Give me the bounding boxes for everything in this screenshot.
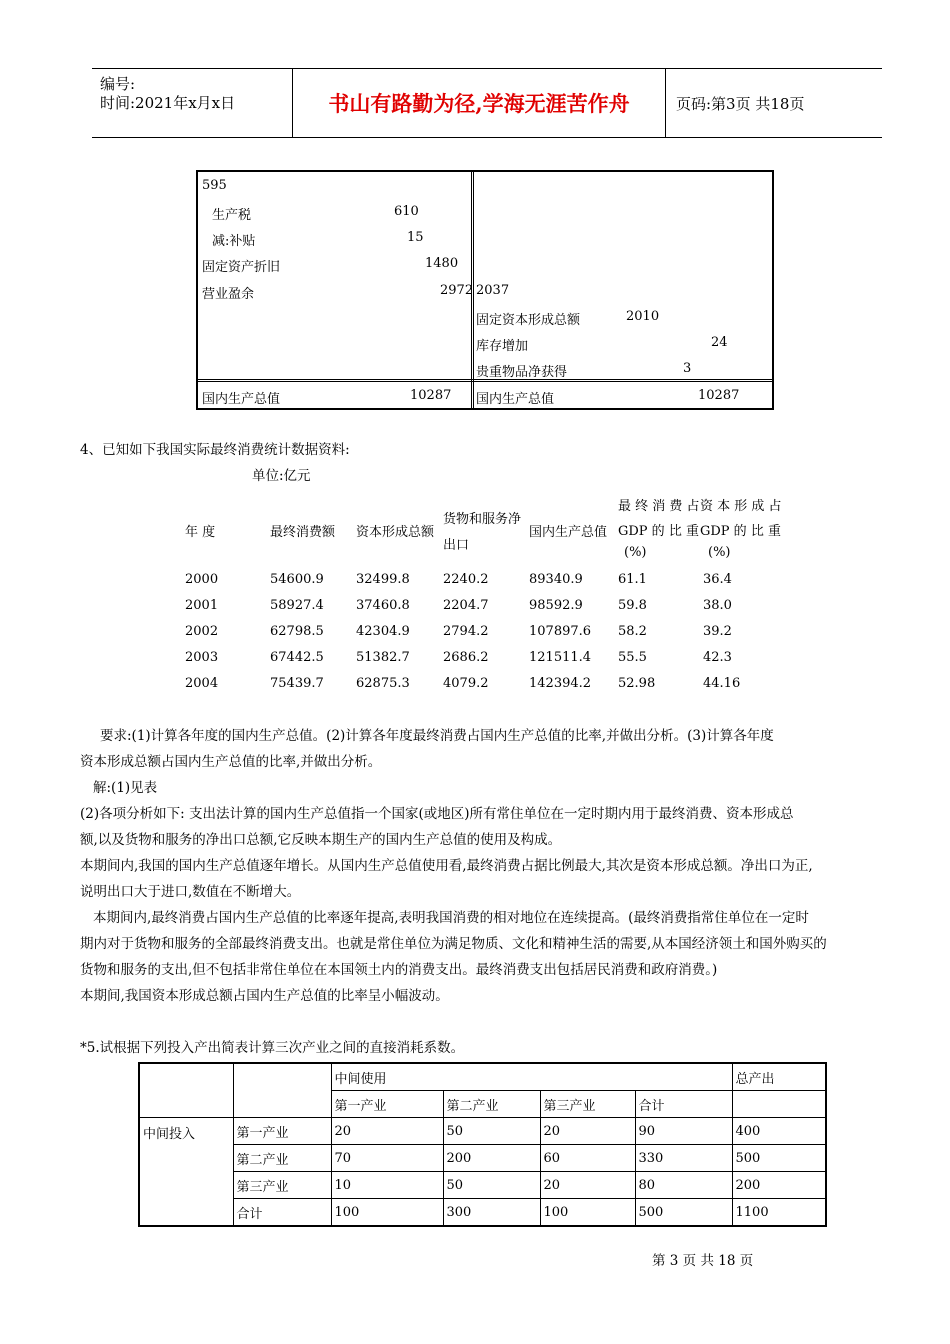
io-cell: 200 [443,1145,540,1172]
acct-right-top: 2037 [476,283,510,298]
col-cons-ratio-2: GDP 的 比 重 [618,524,699,539]
col-net-export-2: 出口 [443,538,470,553]
row-net-export: 2794.2 [443,624,489,639]
io-row-label: 第二产业 [233,1145,331,1172]
acct-gdp-right-value: 10287 [698,388,740,403]
page-label: 页码:第3页 共18页 [676,94,805,113]
io-cell: 20 [331,1118,443,1145]
io-cell: 20 [540,1172,635,1199]
acct-production-tax-value: 610 [394,204,419,219]
io-col-total: 合计 [635,1091,732,1118]
q5-title: *5.试根据下列投入产出简表计算三次产业之间的直接消耗系数。 [80,1040,465,1056]
io-cell: 90 [635,1118,732,1145]
q4-solution-7: 期内对于货物和服务的全部最终消费支出。也就是常住单位为满足物质、文化和精神生活的需要,从本国经济领土和国外购买的 [80,936,827,952]
q4-solution-1: 解:(1)见表 [93,780,158,796]
row-net-export: 4079.2 [443,676,489,691]
io-col-tertiary: 第三产业 [540,1091,635,1118]
io-cell: 500 [635,1199,732,1227]
io-cell: 70 [331,1145,443,1172]
row-year: 2000 [185,572,219,587]
col-gdp: 国内生产总值 [529,525,608,540]
io-cell: 1100 [732,1199,826,1227]
account-table [196,170,774,410]
acct-r0: 595 [202,178,227,193]
row-cons-ratio: 55.5 [618,650,647,665]
row-consumption: 58927.4 [270,598,324,613]
acct-subsidy-value: 15 [407,230,424,245]
row-cons-ratio: 52.98 [618,676,656,691]
acct-depreciation-value: 1480 [425,256,459,271]
row-gdp: 142394.2 [529,676,592,691]
io-col-blank [732,1091,826,1118]
row-gdp: 89340.9 [529,572,583,587]
io-corner [139,1063,233,1118]
row-year: 2002 [185,624,219,639]
io-cell: 500 [732,1145,826,1172]
row-year: 2003 [185,650,219,665]
io-cell: 50 [443,1118,540,1145]
page-header [92,68,882,138]
io-cell: 400 [732,1118,826,1145]
io-col-primary: 第一产业 [331,1091,443,1118]
io-col-secondary: 第二产业 [443,1091,540,1118]
row-gdp: 121511.4 [529,650,592,665]
row-cap-ratio: 44.16 [703,676,741,691]
io-cell: 10 [331,1172,443,1199]
row-consumption: 62798.5 [270,624,324,639]
row-consumption: 67442.5 [270,650,324,665]
io-row-label: 第三产业 [233,1172,331,1199]
acct-subsidy: 减:补贴 [212,234,256,249]
col-consumption: 最终消费额 [270,525,336,540]
q4-solution-5: 说明出口大于进口,数值在不断增大。 [80,884,301,900]
page-footer: 第 3 页 共 18 页 [652,1253,754,1269]
io-cell: 20 [540,1118,635,1145]
acct-surplus-value: 2972 [440,283,474,298]
io-intermediate-input: 中间投入 [139,1118,233,1227]
q4-solution-2: (2)各项分析如下: 支出法计算的国内生产总值指一个国家(或地区)所有常住单位在一定时期内用于最终消费、资本形成总 [80,806,794,822]
io-cell: 100 [331,1199,443,1227]
io-cell: 50 [443,1172,540,1199]
col-cap-ratio-1: 资 本 形 成 占 [700,499,782,514]
row-consumption: 75439.7 [270,676,324,691]
acct-gfcf-value: 2010 [626,309,660,324]
row-net-export: 2240.2 [443,572,489,587]
acct-gdp-left: 国内生产总值 [202,392,281,407]
row-gdp: 107897.6 [529,624,592,639]
acct-inventory-value: 24 [711,335,728,350]
row-cons-ratio: 58.2 [618,624,647,639]
row-year: 2001 [185,598,219,613]
col-cap-ratio-3: (%) [708,545,731,560]
col-capital: 资本形成总额 [356,525,435,540]
row-gdp: 98592.9 [529,598,583,613]
row-cap-ratio: 38.0 [703,598,732,613]
acct-valuables-value: 3 [683,361,692,376]
acct-depreciation: 固定资产折旧 [202,260,281,275]
row-net-export: 2686.2 [443,650,489,665]
q4-solution-3: 额,以及货物和服务的净出口总额,它反映本期生产的国内生产总值的使用及构成。 [80,832,562,848]
io-corner-2 [233,1063,331,1118]
q4-solution-8: 货物和服务的支出,但不包括非常住单位在本国领土内的消费支出。最终消费支出包括居民消费和政府消费。) [80,962,718,978]
col-year: 年 度 [185,525,216,540]
io-cell: 60 [540,1145,635,1172]
header-meta [92,69,293,137]
row-consumption: 54600.9 [270,572,324,587]
acct-gdp-right: 国内生产总值 [476,392,555,407]
io-row-label: 第一产业 [233,1118,331,1145]
col-cons-ratio-3: (%) [624,545,647,560]
acct-production-tax: 生产税 [212,208,252,223]
row-cap-ratio: 39.2 [703,624,732,639]
io-cell: 300 [443,1199,540,1227]
acct-valuables: 贵重物品净获得 [476,365,568,380]
io-table [138,1062,827,1227]
row-net-export: 2204.7 [443,598,489,613]
motto: 书山有路勤为径,学海无涯苦作舟 [293,69,666,137]
acct-gdp-left-value: 10287 [410,388,452,403]
q4-solution-9: 本期间,我国资本形成总额占国内生产总值的比率呈小幅波动。 [80,988,449,1004]
row-cons-ratio: 59.8 [618,598,647,613]
row-capital: 37460.8 [356,598,410,613]
acct-gfcf: 固定资本形成总额 [476,313,581,328]
code-label: 编号: [100,75,136,93]
io-row-label: 合计 [233,1199,331,1227]
time-label: 时间:2021年x月x日 [100,94,236,112]
q4-solution-6: 本期间内,最终消费占国内生产总值的比率逐年提高,表明我国消费的相对地位在连续提高。(最终消费指常住单位在一定时 [93,910,809,926]
row-cap-ratio: 36.4 [703,572,732,587]
q4-requirement-2: 资本形成总额占国内生产总值的比率,并做出分析。 [80,754,382,770]
row-capital: 32499.8 [356,572,410,587]
row-capital: 51382.7 [356,650,410,665]
col-cap-ratio-2: GDP 的 比 重 [700,524,781,539]
col-net-export: 货物和服务净 [443,512,522,527]
row-capital: 62875.3 [356,676,410,691]
q4-title: 4、已知如下我国实际最终消费统计数据资料: [80,442,350,458]
row-year: 2004 [185,676,219,691]
q4-solution-4: 本期间内,我国的国内生产总值逐年增长。从国内生产总值使用看,最终消费占据比例最大,其次是资本形成总额。净出口为正, [80,858,813,874]
row-capital: 42304.9 [356,624,410,639]
io-total-output: 总产出 [732,1063,826,1091]
acct-inventory: 库存增加 [476,339,529,354]
q4-requirement-1: 要求:(1)计算各年度的国内生产总值。(2)计算各年度最终消费占国内生产总值的比率,并做出分析。(3)计算各年度 [100,728,774,744]
io-cell: 200 [732,1172,826,1199]
col-cons-ratio-1: 最 终 消 费 占 [618,499,700,514]
io-intermediate-use: 中间使用 [331,1063,732,1091]
q4-unit: 单位:亿元 [252,468,311,484]
acct-surplus: 营业盈余 [202,287,255,302]
row-cons-ratio: 61.1 [618,572,647,587]
io-cell: 330 [635,1145,732,1172]
io-cell: 80 [635,1172,732,1199]
io-cell: 100 [540,1199,635,1227]
row-cap-ratio: 42.3 [703,650,732,665]
